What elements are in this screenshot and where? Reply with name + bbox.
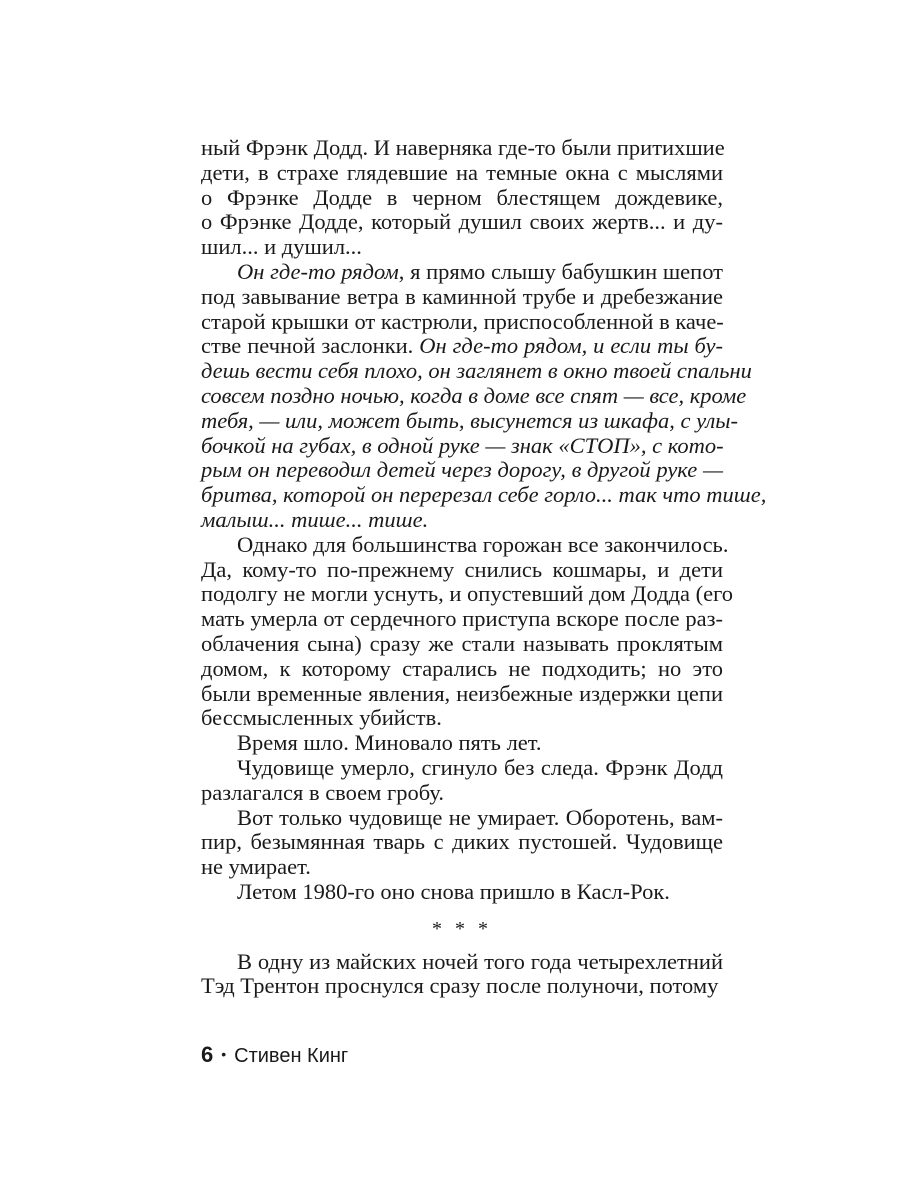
regular-text: мать умерла от сердечного приступа вскоре после раз- [201,606,723,632]
regular-text: бессмысленных убийств. [201,705,442,731]
regular-text: домом, к которому старались не подходить; но это [201,655,723,681]
regular-text: были временные явления, неизбежные издержки цепи [201,680,723,706]
paragraph [201,950,723,1000]
italic-text: малыш... тише... тише. [201,506,429,532]
text-line [201,607,723,632]
text-after-separator [201,950,723,1000]
text-line [201,531,729,558]
page-number: 6 [201,1042,214,1067]
regular-text: Да, кому-то по-прежнему снились кошмары, и дети [201,556,723,582]
text-line [201,632,723,657]
text-line [201,210,723,235]
text-line [201,781,723,806]
text-line [201,855,723,880]
text-line [201,974,723,999]
text-line [201,581,734,607]
italic-text: совсем поздно ночью, когда в доме все спят — все, кроме [201,382,747,408]
regular-text: Тэд Трентон проснулся сразу после полуночи, потому [201,973,719,999]
text-line [201,731,723,756]
text-line [201,310,723,335]
text-line [201,285,723,310]
regular-text: Вот только чудовище не умирает. Оборотень, вам- [237,804,723,830]
text-before-separator [201,135,767,905]
regular-text: , я прямо слышу бабушкин шепот [398,258,723,284]
text-line [201,682,723,707]
text-line [201,434,723,459]
text-line [201,508,723,533]
text-line [201,830,723,855]
text-line [201,482,767,508]
text-line [201,756,723,781]
paragraph [201,756,723,806]
text-line [201,806,723,831]
regular-text: облачения сына) сразу же стали называть проклятым [201,630,723,656]
regular-text: подолгу не могли уснуть, и опустевший дом Додда (его [201,581,734,607]
page-footer [201,1042,348,1068]
regular-text: пир, безымянная тварь с диких пустошей. Чудовище [201,829,723,855]
text-line [201,186,723,211]
text-line [201,382,747,409]
page-body [201,135,767,999]
italic-text: тебя, — или, может быть, высунется из шкафа, с улы- [201,407,738,433]
paragraph [201,806,723,880]
italic-text: бочкой на губах, в одной руке — знак «СТОП», с кото- [201,432,724,458]
regular-text: стве печной заслонки. [201,333,420,359]
text-line [201,334,723,359]
text-line [201,358,752,384]
italic-text: рым он переводил детей через дорогу, в другой руке — [201,457,723,483]
regular-text: ный Фрэнк Додд. И наверняка где-то были притихшие [201,135,725,160]
regular-text: В одну из майских ночей того года четырехлетний [237,948,723,974]
text-line [201,260,723,285]
text-line [201,558,723,583]
paragraph [201,531,734,731]
regular-text: о Фрэнке Додде в черном блестящем дождевике, [201,184,723,210]
text-line [201,657,723,682]
regular-text: шил... и душил... [201,234,362,260]
regular-text: под завывание ветра в каминной трубе и дребезжание [201,283,723,309]
footer-bullet: • [221,1046,227,1062]
section-separator: * * * [432,917,492,940]
regular-text: не умирает. [201,854,311,880]
italic-text: Он где-то рядом, и если ты бу- [419,333,724,359]
text-line [201,458,723,483]
text-line [201,706,723,731]
regular-text: старой крышки от кастрюли, приспособленной в каче- [201,308,724,334]
text-line [201,407,738,434]
text-line [201,235,723,260]
regular-text: Однако для большинства горожан все закончилось. [237,531,729,557]
text-line [201,950,723,975]
italic-text: дешь вести себя плохо, он заглянет в окно твоей спальни [201,358,752,384]
regular-text: Время шло. Миновало пять лет. [237,730,542,756]
paragraph [201,880,723,905]
regular-text: Летом 1980-го оно снова пришло в Касл-Рок. [237,878,670,904]
regular-text: Чудовище умерло, сгинуло без следа. Фрэнк Додд [237,754,723,780]
text-line [201,136,723,161]
regular-text: разлагался в своем гробу. [201,779,444,805]
paragraph [201,258,767,533]
text-line [201,880,723,905]
regular-text: о Фрэнке Додде, который душил своих жертв... и ду- [201,209,723,235]
italic-text: Он где-то рядом [237,258,399,284]
italic-text: бритва, которой он перерезал себе горло... так что тише, [201,482,767,508]
paragraph [201,731,723,756]
regular-text: дети, в страхе глядевшие на темные окна с мыслями [201,159,723,185]
book-author: Стивен Кинг [234,1045,349,1067]
text-line [201,161,723,186]
paragraph [201,136,723,260]
